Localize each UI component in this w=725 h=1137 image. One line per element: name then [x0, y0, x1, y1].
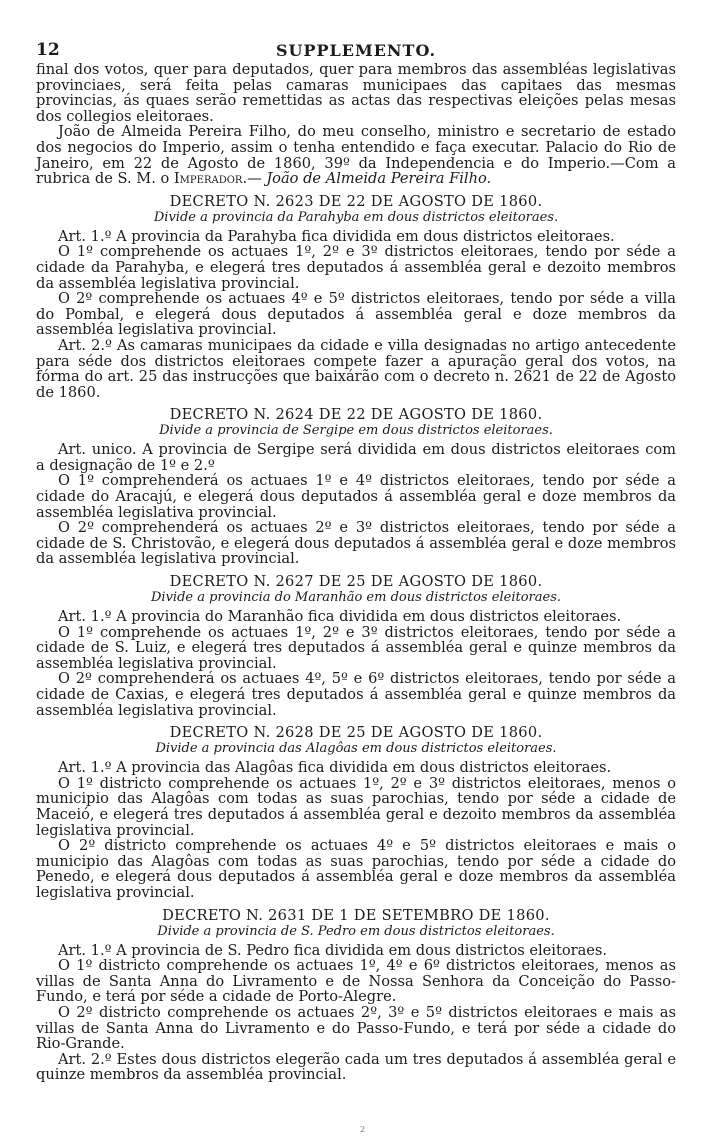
decree-paragraph: O 2º comprehende os actuaes 4º e 5º districtos eleitoraes, tendo por séde a villa do Pombal, e elegerá dous deputados á assembléa geral e doze membros da assembléa legislativa provincial. — [36, 290, 676, 339]
decree-paragraph: Art. unico. A provincia de Sergipe será dividida em dous districtos eleitoraes com a designação de 1º e 2.º — [36, 441, 676, 474]
decree-2623 — [36, 194, 676, 401]
page — [36, 40, 676, 1083]
decree-paragraph: Art. 1.º A provincia das Alagôas fica dividida em dous districtos eleitoraes. — [58, 759, 612, 777]
decree-paragraph: O 1º comprehende os actuaes 1º, 2º e 3º districtos eleitoraes, tendo por séde a cidade de S. Luiz, e elegerá tres deputados á assembléa geral e quinze membros da assembléa legislativa provincial. — [36, 623, 676, 672]
page-header — [36, 40, 676, 62]
decree-subtitle: Divide a provincia de Sergipe em dous districtos eleitoraes. — [159, 423, 553, 439]
decree-paragraph: O 2º comprehenderá os actuaes 4º, 5º e 6º districtos eleitoraes, tendo por séde a cidade de Caxias, e elegerá tres deputados á assembléa geral e quinze membros da assembléa legislativa provincial. — [36, 670, 676, 719]
decree-title: DECRETO N. 2624 DE 22 DE AGOSTO DE 1860. — [169, 406, 543, 424]
decree-title: DECRETO N. 2623 DE 22 DE AGOSTO DE 1860. — [169, 192, 543, 210]
decree-title: DECRETO N. 2628 DE 25 DE AGOSTO DE 1860. — [169, 724, 543, 742]
decree-paragraph: O 1º comprehende os actuaes 1º, 2º e 3º districtos eleitoraes, tendo por séde a cidade da Parahyba, e elegerá tres deputados á assembléa geral e dezoito membros da assembléa legislativa provincial. — [36, 243, 676, 292]
decree-paragraph: O 2º districto comprehende os actuaes 4º e 5º districtos eleitoraes e mais o municipio das Alagôas com todas as suas parochias, tendo por séde a cidade do Penedo, e elegerá dous deputados á assembléa geral e doze membros da assembléa legislativa provincial. — [36, 837, 676, 901]
decree-2631 — [36, 908, 676, 1083]
decree-subtitle: Divide a provincia da Parahyba em dous districtos eleitoraes. — [153, 209, 559, 225]
decree-paragraph: O 1º comprehenderá os actuaes 1º e 4º districtos eleitoraes, tendo por séde a cidade do Aracajú, e elegerá dous deputados á assembléa geral e doze membros da assembléa legislativa provincial. — [36, 472, 676, 521]
decree-paragraph: O 2º comprehenderá os actuaes 2º e 3º districtos eleitoraes, tendo por séde a cidade de S. Christovão, e elegerá dous deputados á assembléa geral e doze membros da assembléa legislativa provincial. — [36, 519, 676, 568]
decree-subtitle: Divide a provincia das Alagôas em dous districtos eleitoraes. — [155, 741, 557, 757]
closing-separator: .— — [242, 170, 267, 188]
decree-paragraph: O 1º districto comprehende os actuaes 1º, 2º e 3º districtos eleitoraes, menos o municipio das Alagôas com todas as suas parochias, tendo por séde a cidade de Maceió, e elegerá tres deputados á assembléa geral e dezoito membros da assembléa legislativa provincial. — [36, 774, 676, 839]
decree-paragraph: Art. 1.º A provincia do Maranhão fica dividida em dous districtos eleitoraes. — [58, 608, 622, 626]
decree-title: DECRETO N. 2627 DE 25 DE AGOSTO DE 1860. — [169, 573, 543, 591]
page-number: 12 — [36, 40, 60, 60]
decree-paragraph: Art. 1.º A provincia da Parahyba fica dividida em dous districtos eleitoraes. — [58, 227, 615, 245]
decree-2624 — [36, 407, 676, 567]
closing-text: João de Almeida Pereira Filho, do meu conselho, ministro e secretario de estado dos negocios do Imperio, assim o tenha entendido e faça executar. Palacio do Rio de Janeiro, em 22 de Agosto de 1860, 39º da Independencia e do Imperio.—Com a rubrica de S. M. o — [36, 123, 676, 188]
footer-mark: 2 — [359, 1125, 366, 1134]
imperador-title: Imperador — [173, 170, 243, 188]
running-title: SUPPLEMENTO. — [275, 41, 437, 60]
decree-subtitle: Divide a provincia de S. Pedro em dous districtos eleitoraes. — [157, 923, 555, 939]
intro-paragraph: final dos votos, quer para deputados, quer para membros das assembléas legislativas provinciaes, será feita pelas camaras municipaes das capitaes das mesmas provincias, ás quaes serão remettidas as actas das respectivas eleições pelas mesas dos collegios eleitoraes. — [36, 61, 676, 125]
closing-paragraph — [36, 124, 676, 186]
decree-title: DECRETO N. 2631 DE 1 DE SETEMBRO DE 1860. — [162, 906, 550, 924]
signature: João de Almeida Pereira Filho. — [266, 170, 492, 188]
decree-2628 — [36, 725, 676, 900]
decree-paragraph: O 2º districto comprehende os actuaes 2º, 3º e 5º districtos eleitoraes e mais as villas de Santa Anna do Livramento e do Passo-Fundo, e terá por séde a cidade do Rio-Grande. — [36, 1003, 676, 1053]
decree-subtitle: Divide a provincia do Maranhão em dous districtos eleitoraes. — [150, 590, 561, 606]
decree-paragraph: O 1º districto comprehende os actuaes 1º, 4º e 6º districtos eleitoraes, menos as villas de Santa Anna do Livramento e de Nossa Senhora da Conceição do Passo-Fundo, e terá por séde a cidade de Porto-Alegre. — [36, 957, 676, 1006]
decree-paragraph: Art. 1.º A provincia de S. Pedro fica dividida em dous districtos eleitoraes. — [58, 941, 608, 959]
decree-paragraph: Art. 2.º Estes dous districtos elegerão cada um tres deputados á assembléa geral e quinze membros da assembléa provincial. — [36, 1050, 676, 1084]
decree-2627 — [36, 574, 676, 718]
decree-paragraph: Art. 2.º As camaras municipaes da cidade e villa designadas no artigo antecedente para séde dos districtos eleitoraes compete fazer a apuração geral dos votos, na fórma do art. 25 das instrucções que baixárão com o decreto n. 2621 de 22 de Agosto de 1860. — [36, 336, 676, 401]
